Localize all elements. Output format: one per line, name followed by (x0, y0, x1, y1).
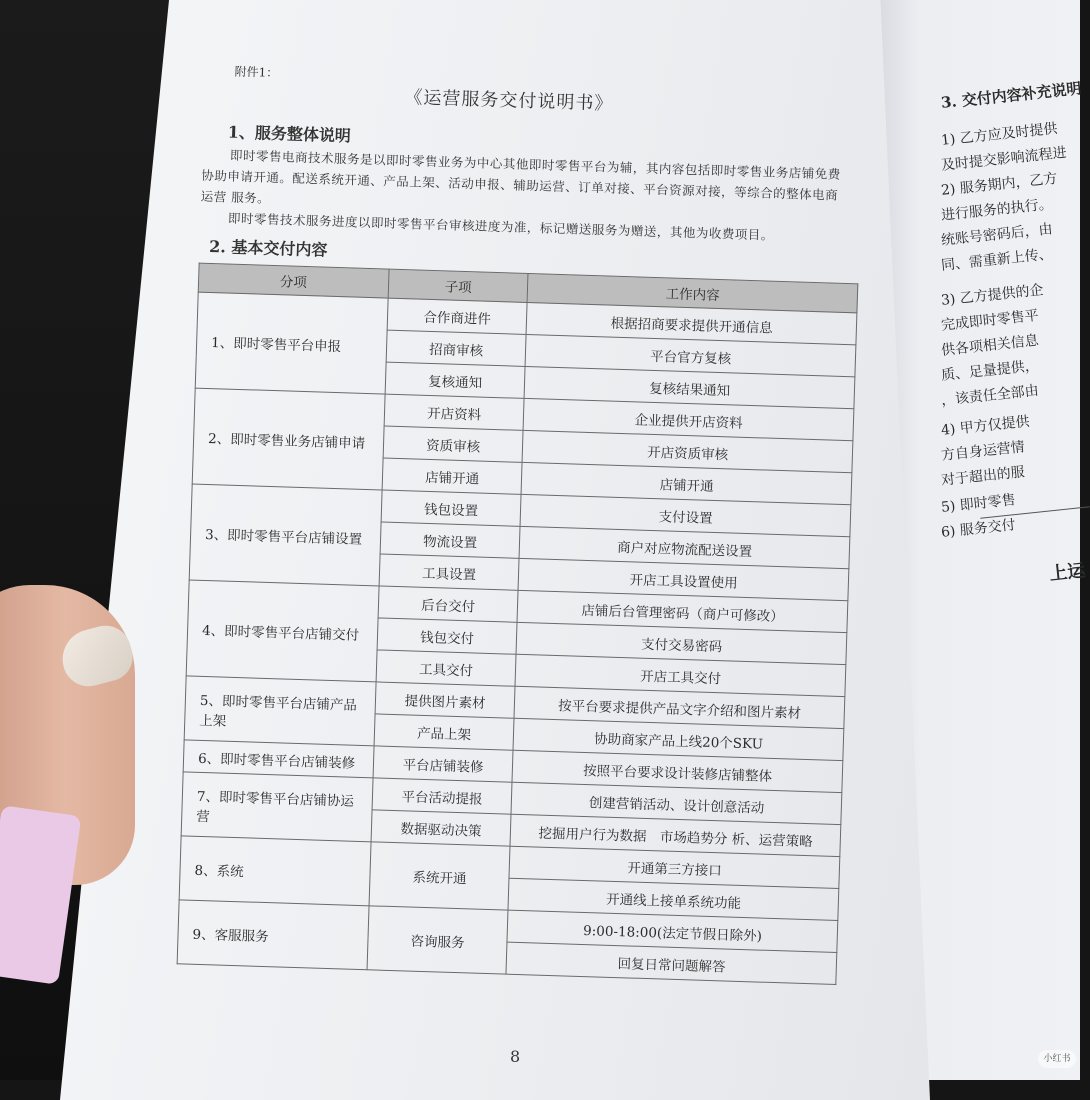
rp-line: 6) 服务交付 (940, 517, 1017, 541)
sub-item-cell: 后台交付 (378, 586, 519, 622)
column-header: 工作内容 (528, 273, 858, 312)
paragraph: 即时零售电商技术服务是以即时零售业务为中心其他即时零售平台为辅，其内容包括即时零售业务店铺免费协助申请开通。配送系统开通、产品上架、活动申报、辅助运营、订单对接、平台资源对接，等综合的整体电商运营 服务。 (200, 147, 842, 206)
category-cell: 4、即时零售平台店铺交付 (186, 580, 379, 682)
sub-item-cell: 工具交付 (376, 650, 517, 686)
category-cell: 8、系统 (179, 836, 371, 906)
page-title: 《运营服务交付说明书》 (404, 87, 614, 115)
delivery-table (177, 263, 859, 985)
sub-item-cell: 平台店铺装修 (373, 746, 514, 782)
section-heading: 2. 基本交付内容 (208, 236, 328, 260)
work-content-cell: 9:00-18:00(法定节假日除外) (507, 910, 837, 952)
sub-item-cell: 合作商进件 (387, 298, 528, 334)
work-content-cell: 根据招商要求提供开通信息 (527, 302, 857, 344)
work-content-cell: 回复日常问题解答 (506, 942, 836, 984)
work-content-cell: 开通线上接单系统功能 (508, 878, 838, 920)
work-content-cell: 店铺开通 (522, 462, 852, 504)
rp-line: 5) 即时零售 (940, 492, 1017, 516)
rp-line: 进行服务的执行。 (940, 196, 1054, 224)
category-cell: 9、客服服务 (177, 900, 369, 970)
rp-line: 供各项相关信息 (940, 332, 1040, 359)
rp-line: 方自身运营情 (940, 439, 1026, 464)
category-cell: 3、即时零售平台店铺设置 (189, 484, 382, 586)
sub-item-cell: 资质审核 (383, 426, 524, 462)
sub-item-cell: 招商审核 (386, 330, 527, 366)
rp-line: 3. 交付内容补充说明 (940, 79, 1083, 112)
category-cell: 5、即时零售平台店铺产品上架 (184, 676, 376, 746)
sub-item-cell: 钱包设置 (381, 490, 522, 526)
work-content-cell: 支付设置 (521, 494, 851, 536)
work-content-cell: 支付交易密码 (516, 622, 846, 664)
sub-item-cell: 平台活动提报 (372, 778, 513, 814)
rp-line: 3) 乙方提供的企 (940, 282, 1045, 309)
rp-line: 统账号密码后，由 (940, 221, 1054, 249)
sub-item-cell: 钱包交付 (377, 618, 518, 654)
work-content-cell: 按照平台要求设计装修店铺整体 (512, 750, 842, 792)
rp-line: ，该责任全部由 (940, 382, 1040, 409)
rp-line: 同、需重新上传、 (940, 246, 1054, 274)
sub-item-cell: 系统开通 (369, 842, 511, 910)
section-heading: 1、服务整体说明 (227, 122, 352, 146)
sub-item-cell: 物流设置 (380, 522, 521, 558)
rp-line: 2) 服务期内，乙方 (940, 170, 1059, 199)
work-content-cell: 店铺后台管理密码（商户可修改） (518, 590, 848, 632)
sub-item-cell: 数据驱动决策 (371, 810, 512, 846)
work-content-cell: 平台官方复核 (526, 334, 856, 376)
category-cell: 7、即时零售平台店铺协运营 (181, 772, 373, 842)
work-content-cell: 企业提供开店资料 (524, 398, 854, 440)
work-content-cell: 开店工具设置使用 (519, 558, 849, 600)
rp-line: 对于超出的服 (940, 464, 1026, 489)
work-content-cell: 复核结果通知 (525, 366, 855, 408)
category-cell: 6、即时零售平台店铺装修 (183, 740, 374, 778)
work-content-cell: 商户对应物流配送设置 (520, 526, 850, 568)
page-number: 8 (510, 1047, 521, 1066)
sub-item-cell: 工具设置 (379, 554, 520, 590)
category-cell: 2、即时零售业务店铺申请 (192, 388, 385, 490)
sub-item-cell: 复核通知 (385, 362, 526, 398)
work-content-cell: 创建营销活动、设计创意活动 (511, 782, 841, 824)
sub-item-cell: 开店资料 (384, 394, 525, 430)
rp-line: 4) 甲方仅提供 (940, 413, 1031, 439)
work-content-cell: 协助商家产品上线20个SKU (513, 718, 843, 760)
rp-line: 1) 乙方应及时提供 (940, 120, 1059, 149)
sub-item-cell: 咨询服务 (367, 906, 509, 974)
sub-item-cell: 提供图片素材 (375, 682, 516, 718)
rp-line: 质、足量提供， (940, 357, 1040, 384)
category-cell: 1、即时零售平台申报 (195, 292, 388, 394)
watermark-badge: 小红书 (1038, 1050, 1076, 1068)
rp-line: 上运 (1048, 560, 1087, 585)
rp-line: 完成即时零售平 (940, 307, 1040, 334)
work-content-cell: 开通第三方接口 (509, 846, 839, 888)
document-sheet (122, 60, 870, 985)
column-header: 分项 (198, 263, 389, 298)
column-header: 子项 (388, 269, 529, 302)
sub-item-cell: 店铺开通 (382, 458, 523, 494)
sub-item-cell: 产品上架 (374, 714, 515, 750)
work-content-cell: 挖掘用户行为数据 市场趋势分 析、运营策略 (510, 814, 840, 856)
paragraph: 即时零售技术服务进度以即时零售平台审核进度为准，标记赠送服务为赠送，其他为收费项目。 (227, 210, 775, 243)
work-content-cell: 按平台要求提供产品文字介绍和图片素材 (514, 686, 844, 728)
rp-line: 及时提交影响流程进 (940, 144, 1068, 174)
work-content-cell: 开店资质审核 (523, 430, 853, 472)
work-content-cell: 开店工具交付 (515, 654, 845, 696)
attachment-label: 附件1： (234, 64, 279, 81)
